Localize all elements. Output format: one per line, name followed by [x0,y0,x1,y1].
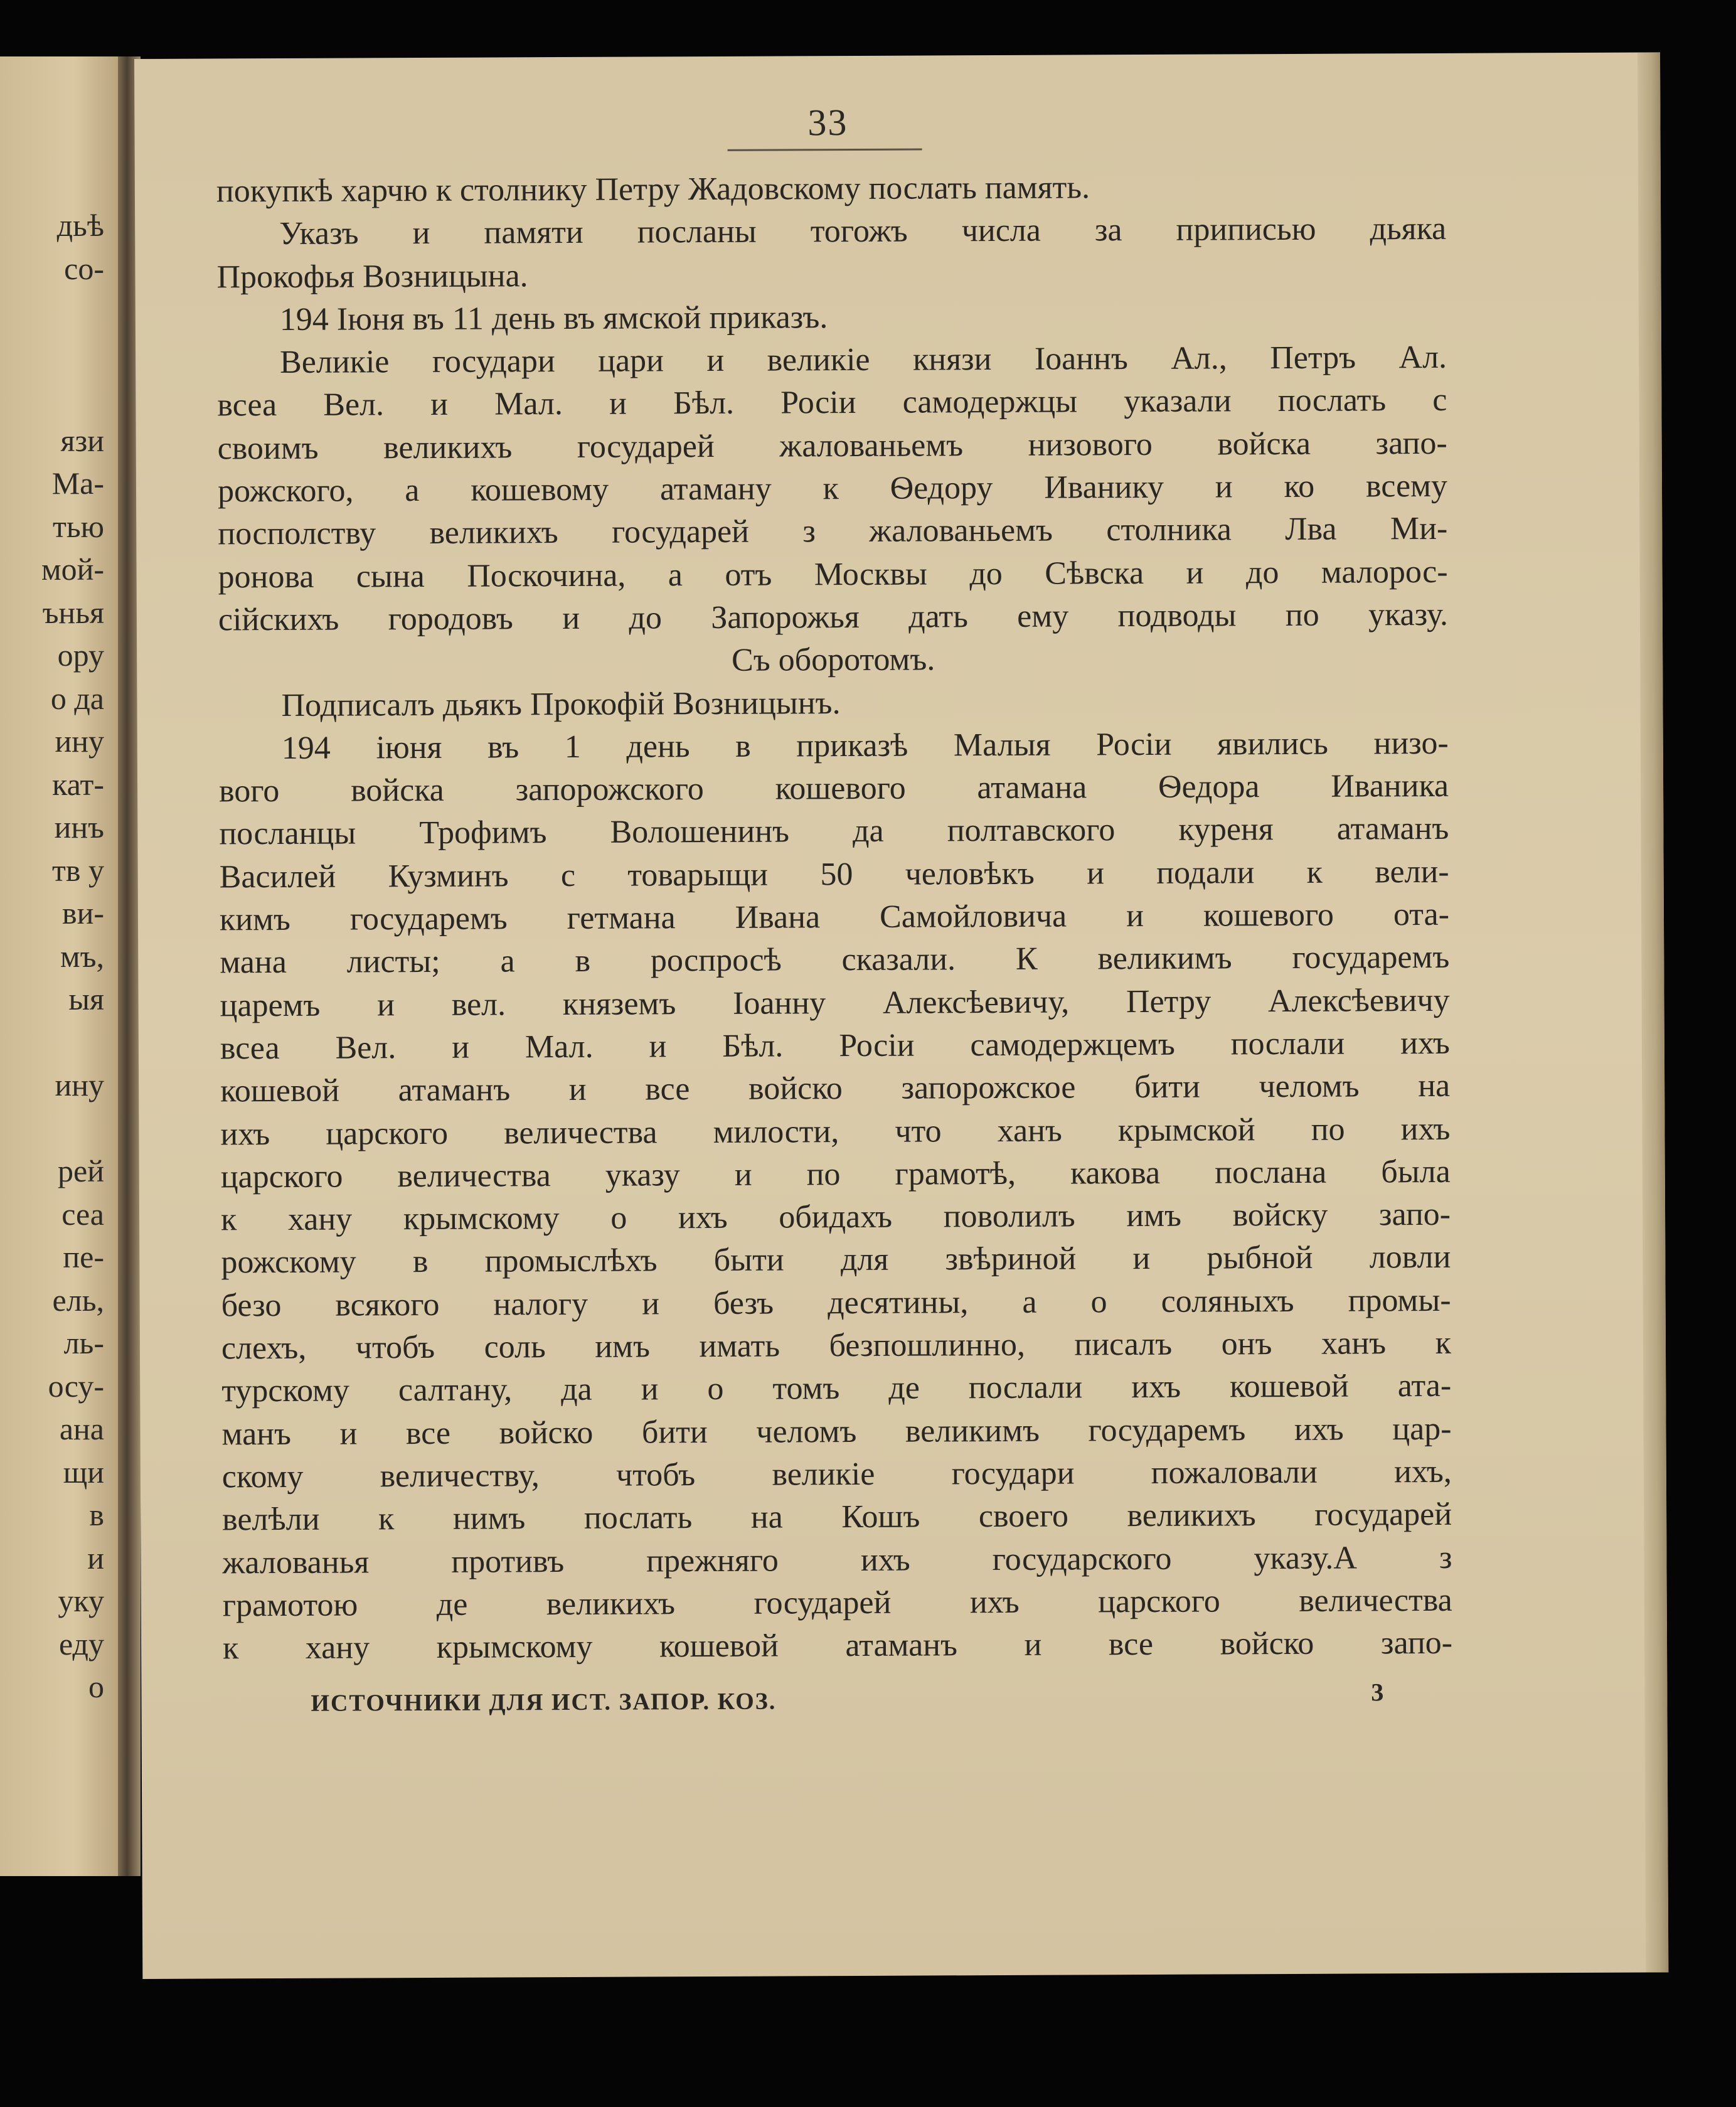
left-page-line: дьѣ [56,208,104,243]
left-page-line: ину [55,723,104,759]
left-page-line: Ма- [51,466,104,501]
text-line: мана листы; а в роспросѣ сказали. К великимъ государемъ [220,939,1450,981]
text-line: скому величеству, чтобъ великіе государи пожаловали ихъ, [221,1453,1452,1495]
left-page-line: ана [59,1411,104,1446]
text-line: ихъ царского величества милости, что ханъ крымской по ихъ [220,1111,1451,1152]
text-line: посланцы Трофимъ Волошенинъ да полтавского куреня атаманъ [219,811,1449,852]
text-line: жалованья противъ прежняго ихъ государского указу.А з [222,1539,1452,1581]
left-page-line: в [89,1497,104,1532]
text-line: посполству великихъ государей з жалованьемъ столника Лва Ми- [218,511,1448,552]
text-line: сійскихъ городовъ и до Запорожья дать ему подводы по указу. [218,596,1449,638]
left-page-line: щи [63,1454,104,1490]
text-line: кимъ государемъ гетмана Ивана Самойловича и кошевого ота- [219,896,1450,938]
left-page-line: осу- [48,1368,104,1404]
page-edge [1637,52,1668,1972]
left-page-line: со- [64,250,104,286]
left-page-line: ору [57,637,104,673]
text-line: Великіе государи цари и великіе князи Іоаннъ Ал., Петръ Ал. [279,339,1447,381]
text-line: 194 Іюня въ 11 день въ ямской приказъ. [279,299,828,338]
text-line: кошевой атаманъ и все войско запорожское бити челомъ на [220,1068,1451,1109]
text-line: Прокофья Возницына. [216,257,528,296]
text-line: Василей Кузминъ с товарыщи 50 человѣкъ и подали к вели- [219,853,1449,895]
text-line: Указъ и памяти посланы тогожъ числа за приписью дьяка [279,211,1447,252]
text-line: грамотою де великихъ государей ихъ царского величества [222,1582,1452,1624]
left-page-line: пе- [63,1239,104,1274]
left-page-line: и [87,1540,104,1576]
text-line: всеа Вел. и Мал. и Бѣл. Росіи самодержцемъ послали ихъ [220,1025,1450,1067]
left-page-line: уку [58,1583,104,1618]
page-number: 33 [807,102,848,144]
left-page-fragment [0,56,134,1876]
text-line: 194 іюня въ 1 день в приказѣ Малыя Росіи явились низо- [281,725,1449,766]
left-page-line: ви- [61,895,104,931]
text-line: велѣли к нимъ послать на Кошъ своего великихъ государей [222,1496,1452,1538]
text-line: покупкѣ харчю к столнику Петру Жадовскому послать память. [216,169,1090,210]
left-page-line: инъ [54,809,104,845]
text-line: царского величества указу и по грамотѣ, какова послана была [220,1153,1451,1195]
footer-sheet-number: 3 [1371,1678,1384,1707]
right-page [134,52,1668,1979]
left-page-line: ель, [52,1282,104,1318]
text-line: рожскому в промыслѣхъ быти для звѣриной и рыбной ловли [221,1239,1451,1281]
left-page-line: о [88,1669,104,1704]
text-line: турскому салтану, да и о томъ де послали ихъ кошевой ата- [221,1368,1452,1409]
left-page-line: мъ, [60,938,104,974]
left-page-line: ль- [63,1325,104,1360]
left-page-line: кат- [52,766,104,802]
text-line: манъ и все войско бити челомъ великимъ государемъ ихъ цар- [221,1411,1452,1453]
footer-signature-mark: ИСТОЧНИКИ ДЛЯ ИСТ. ЗАПОР. КОЗ. [311,1688,777,1717]
left-page-line: мой- [41,552,104,587]
left-page-line: язи [60,422,104,458]
text-line: Съ оборотомъ. [731,641,935,679]
body-text [216,165,1452,1670]
text-line: к хану крымскому кошевой атаманъ и все войско запо- [222,1624,1453,1667]
text-line: Подписалъ дьякъ Прокофій Возницынъ. [281,685,841,723]
left-page-line: рей [58,1153,104,1188]
text-line: слехъ, чтобъ соль имъ имать безпошлинно, писалъ онъ ханъ к [221,1325,1452,1367]
left-page-line: тв у [52,852,104,888]
text-line: ронова сына Поскочина, а отъ Москвы до Сѣвска и до малорос- [218,553,1448,595]
header-rule [728,149,922,151]
text-line: рожского, а кошевому атаману к Ѳедору Иванику и ко всему [217,467,1448,509]
left-page-line: ину [55,1067,104,1102]
text-line: всеа Вел. и Мал. и Бѣл. Росіи самодержцы указали послать с [217,382,1447,424]
left-page-line: ънья [42,594,104,630]
left-page-line: еду [59,1626,104,1662]
text-line: царемъ и вел. княземъ Іоанну Алексѣевичу, Петру Алексѣевичу [220,982,1450,1024]
text-line: к хану крымскому о ихъ обидахъ поволилъ имъ войску запо- [220,1196,1451,1238]
text-line: вого войска запорожского кошевого атамана Ѳедора Иваника [218,768,1449,809]
left-page-line: о да [50,680,104,716]
left-page-line: сеа [61,1196,104,1232]
text-line: своимъ великихъ государей жалованьемъ низового войска запо- [217,425,1447,467]
left-page-line: тью [52,508,104,544]
left-page-line: ыя [68,981,104,1016]
text-line: безо всякого налогу и безъ десятины, а о соляныхъ промы- [221,1282,1451,1324]
